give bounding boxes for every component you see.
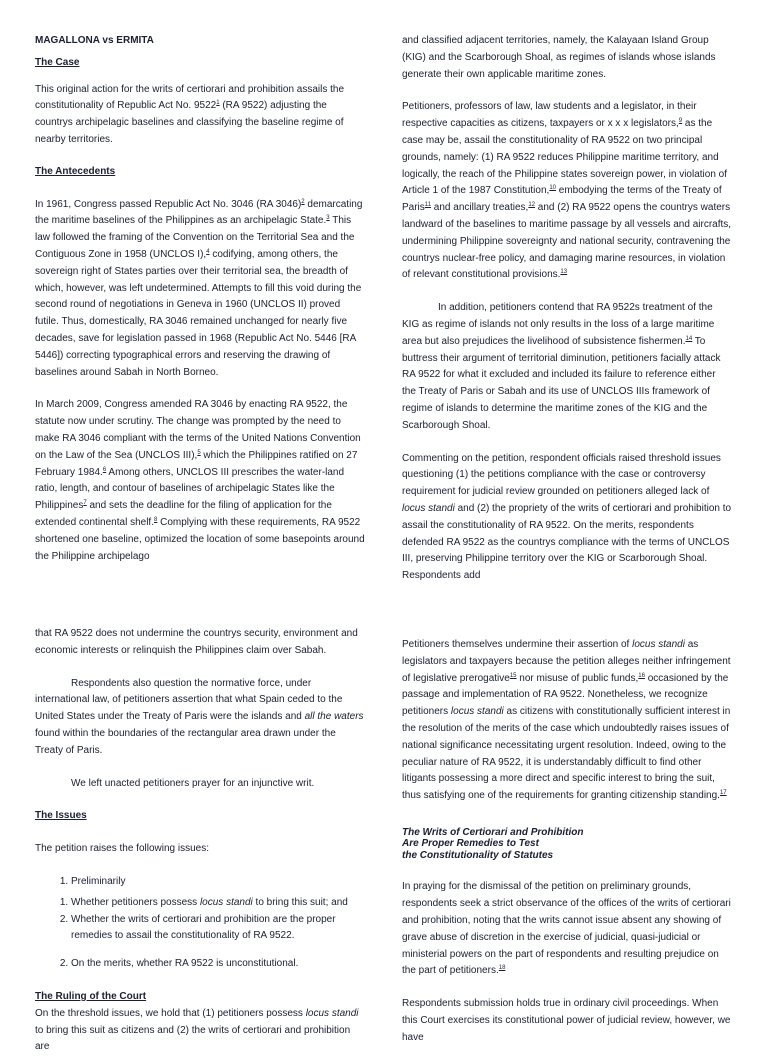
- paragraph-praying: In praying for the dismissal of the petition on preliminary grounds, respondents seek a strict observance of the offices of the writs of certiorari and prohibition, noting that the writs cannot issue absent any showing of grave abuse of discretion in the exercise of judicial, quasi-judicial or ministerial powers on the part of respondents and resulting prejudice on the part of petitioners.$^{18}$: [402, 881, 731, 977]
- footnote-ref[interactable]: 10: [549, 185, 556, 192]
- paragraph-case: This original action for the writs of certiorari and prohibition assails the constitutionality of Republic Act No. 9522$^1$ (RA 9522) adjusting the countrys archipelagic baselines and classifying the baseline regime of nearby territories.: [35, 83, 345, 145]
- footnote-ref[interactable]: 8: [153, 516, 158, 523]
- footnote-ref[interactable]: 11: [424, 202, 432, 209]
- footnote-ref[interactable]: 7: [83, 500, 87, 507]
- footnote-ref[interactable]: 5: [197, 449, 201, 456]
- paragraph-sabah: that RA 9522 does not undermine the countrys security, environment and economic interests or relinquish the Philippines claim over Sabah.: [35, 628, 358, 656]
- paragraph-injunctive-writ: We left unacted petitioners prayer for an injunctive writ.: [71, 777, 315, 789]
- paragraph-submission: Respondents submission holds true in ordinary civil proceedings. When this Court exercises its constitutional power of judicial review, however, we have: [402, 998, 731, 1043]
- footnote-ref[interactable]: 18: [498, 965, 506, 972]
- footnote-ref[interactable]: 15: [509, 672, 517, 679]
- section-heading-writs: The Writs of Certiorari and Prohibition Are Proper Remedies to Test the Constitutionality of Statutes: [402, 826, 584, 861]
- paragraph-classified: and classified adjacent territories, namely, the Kalayaan Island Group (KIG) and the Scarborough Shoal, as regimes of islands whose islands generate their own applicable maritime zones.: [402, 35, 716, 80]
- paragraph-ruling: On the threshold issues, we hold that (1) petitioners possess locus standi to bring this suit as citizens and (2) the writs of certiorari and prohibition are: [35, 1007, 359, 1053]
- issues-list-preliminary: [35, 874, 365, 891]
- paragraph-issues-intro: The petition raises the following issues:: [35, 843, 209, 855]
- footnote-ref[interactable]: 12: [528, 202, 535, 209]
- list-item: 2. On the merits, whether RA 9522 is unconstitutional.: [71, 956, 365, 973]
- paragraph-march-2009: In March 2009, Congress amended RA 3046 by enacting RA 9522, the statute now under scrutiny. The change was prompted by the need to make RA 3046 compliant with the terms of the United Nations Convention on the Law of the Sea (UNCLOS III),$^5$ which the Philippines ratified on 27 February 1984.$^6$ Among others, UNCLOS III prescribes the water-land ratio, length, and contour of baselines of archipelagic States like the Philippines$^7$ and sets the deadline for the filing of application for the extended continental shelf.$^8$ Complying with these requirements, RA 9522 shortened one baseline, optimized the location of some basepoints around the Philippine archipelago: [35, 399, 365, 562]
- heading-the-case: The Case: [35, 56, 80, 68]
- footnote-ref[interactable]: 9: [678, 118, 683, 125]
- list-item: 1. Preliminarily: [71, 874, 365, 891]
- footnote-ref[interactable]: 14: [685, 335, 693, 342]
- list-item: 1. Whether petitioners possess locus standi to bring this suit; and: [71, 895, 365, 912]
- paragraph-petitioners: Petitioners, professors of law, law students and a legislator, in their respective capacities as citizens, taxpayers or x x x legislators,$^9$ as the case may be, assail the constitutionality of RA 9522 on two principal grounds, namely: (1) RA 9522 reduces Philippine maritime territory, and logically, the reach of the Philippine states sovereign power, in violation of Article 1 of the 1987 Constitution,$^{10}$ embodying the terms of the Treaty of Paris$^{11}$ and ancillary treaties,$^{12}$ and (2) RA 9522 opens the countrys waters landward of the baselines to maritime passage by all vessels and aircrafts, undermining Philippine sovereignty and national security, contravening the countrys nuclear-free policy, and damaging marine resources, in violation of relevant constitutional provisions.$^{13}$: [402, 101, 732, 281]
- heading-ruling: The Ruling of the Court: [35, 990, 147, 1002]
- footnote-ref[interactable]: 1: [216, 100, 220, 107]
- list-item: 2. Whether the writs of certiorari and prohibition are the proper remedies to assail the constitutionality of RA 9522.: [71, 912, 365, 946]
- footnote-ref[interactable]: 13: [560, 269, 568, 276]
- paragraph-in-addition: In addition, petitioners contend that RA 9522s treatment of the KIG as regime of islands not only results in the loss of a large maritime area but also prejudices the livelihood of subsistence fishermen.$^{14}$ To buttress their argument of territorial diminution, petitioners facially attack RA 9522 for what it excluded and included its failure to reference either the Treaty of Paris or Sabah and its use of UNCLOS IIIs framework of regime of islands to determine the maritime zones of the KIG and the Scarborough Shoal.: [402, 302, 721, 431]
- paragraph-respondents-question: Respondents also question the normative force, under international law, of petitioners assertion that what Spain ceded to the United States under the Treaty of Paris were the islands and all the waters found within the boundaries of the rectangular area drawn under the Treaty of Paris.: [35, 677, 364, 756]
- footnote-ref[interactable]: 17: [719, 790, 727, 797]
- right-top-column: [402, 33, 732, 585]
- issues-list-threshold: [35, 895, 365, 945]
- footnote-ref[interactable]: 6: [102, 466, 107, 473]
- left-bottom-column: [35, 626, 365, 1056]
- left-top-column: [35, 33, 365, 565]
- paragraph-antecedents: In 1961, Congress passed Republic Act No. 3046 (RA 3046)$^2$ demarcating the maritime baselines of the Philippines as an archipelagic State.$^3$ This law followed the framing of the Convention on the Territorial Sea and the Contiguous Zone in 1958 (UNCLOS I),$^4$ codifying, among others, the sovereign right of States parties over their territorial sea, the breadth of which, however, was left undetermined. Attempts to fill this void during the second round of negotiations in Geneva in 1960 (UNCLOS II) proved futile. Thus, domestically, RA 3046 remained unchanged for nearly five decades, save for legislation passed in 1968 (Republic Act No. 5446 [RA 5446]) correcting typographical errors and reserving the drawing of baselines around Sabah in North Borneo.: [35, 198, 363, 378]
- footnote-ref[interactable]: 3: [326, 215, 330, 222]
- paragraph-standing: Petitioners themselves undermine their assertion of locus standi as legislators and taxpayers because the petition alleges neither infringement of legislative prerogative$^{15}$ nor misuse of public funds,$^{16}$ occasioned by the passage and implementation of RA 9522. Nonetheless, we recognize petitioners locus standi as citizens with constitutionally sufficient interest in the resolution of the merits of the case which undoubtedly raises issues of national significance necessitating urgent resolution. Indeed, owing to the peculiar nature of RA 9522, it is understandably difficult to find other litigants possessing a more direct and specific interest to bring the suit, thus satisfying one of the requirements for granting citizenship standing.$^{17}$: [402, 639, 731, 802]
- paragraph-commenting: Commenting on the petition, respondent officials raised threshold issues questioning (1) the petitions compliance with the case or controversy requirement for judicial review grounded on petitioners alleged lack of locus standi and (2) the propriety of the writs of certiorari and prohibition to assail the constitutionality of RA 9522. On the merits, respondents defended RA 9522 as the countrys compliance with the terms of UNCLOS III, preserving Philippine territory over the KIG or Scarborough Shoal. Respondents add: [402, 452, 732, 582]
- document-title: MAGALLONA vs ERMITA: [35, 35, 154, 46]
- footnote-ref[interactable]: 16: [638, 672, 645, 679]
- heading-antecedents: The Antecedents: [35, 165, 116, 177]
- right-bottom-column: [402, 637, 732, 1047]
- heading-issues: The Issues: [35, 810, 87, 822]
- footnote-ref[interactable]: 2: [301, 198, 305, 205]
- footnote-ref[interactable]: 4: [206, 248, 210, 255]
- issues-list-merits: [35, 956, 365, 973]
